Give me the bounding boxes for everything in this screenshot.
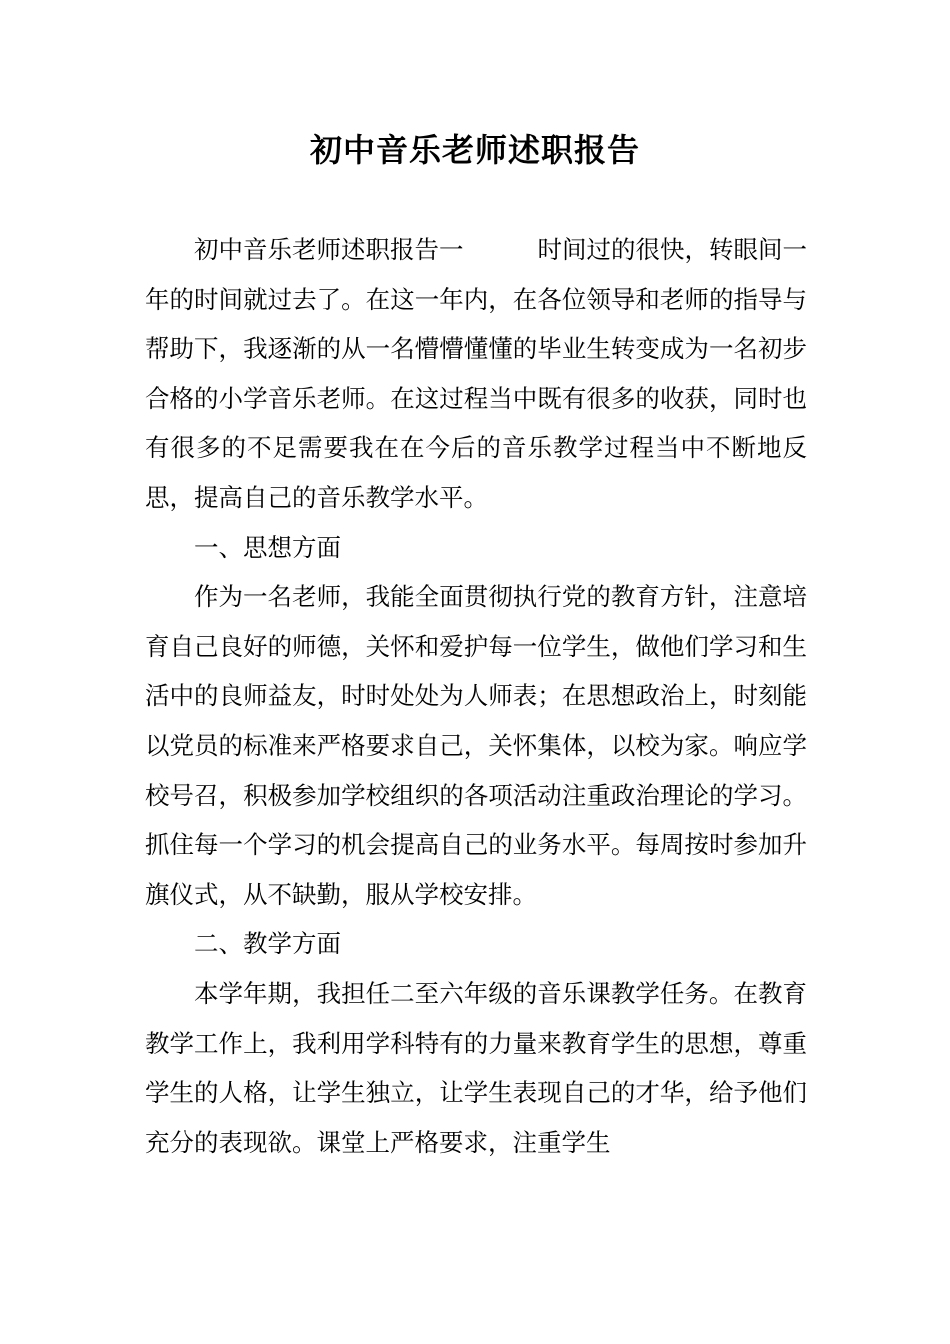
document-title: 初中音乐老师述职报告 — [309, 131, 640, 169]
section-paragraph: 作为一名老师，我能全面贯彻执行党的教育方针，注意培育自己良好的师德，关怀和爱护每一位学生，做他们学习和生活中的良师益友，时时处处为人师表；在思想政治上，时刻能以党员的标准来严格要求自己，关怀集体，以校为家。响应学校号召，积极参加学校组织的各项活动注重政治理论的学习。抓住每一个学习的机会提高自己的业务水平。每周按时参加升旗仪式，从不缺勤，服从学校安排。 — [145, 582, 807, 909]
document-body — [145, 225, 807, 1167]
intro-paragraph — [145, 225, 807, 523]
section-paragraph: 本学年期，我担任二至六年级的音乐课教学任务。在教育教学工作上，我利用学科特有的力量来教育学生的思想，尊重学生的人格，让学生独立，让学生表现自己的才华，给予他们充分的表现欲。课堂上严格要求，注重学生 — [145, 978, 807, 1157]
section-heading: 二、教学方面 — [194, 929, 341, 959]
intro-text: 时间过的很快，转眼间一年的时间就过去了。在这一年内，在各位领导和老师的指导与帮助下，我逐渐的从一名懵懵懂懂的毕业生转变成为一名初步合格的小学音乐老师。在这过程当中既有很多的收获，同时也有很多的不足需要我在在今后的音乐教学过程当中不断地反思，提高自己的音乐教学水平。 — [145, 235, 807, 512]
section-heading: 一、思想方面 — [194, 532, 341, 562]
intro-heading: 初中音乐老师述职报告一 — [194, 235, 464, 264]
